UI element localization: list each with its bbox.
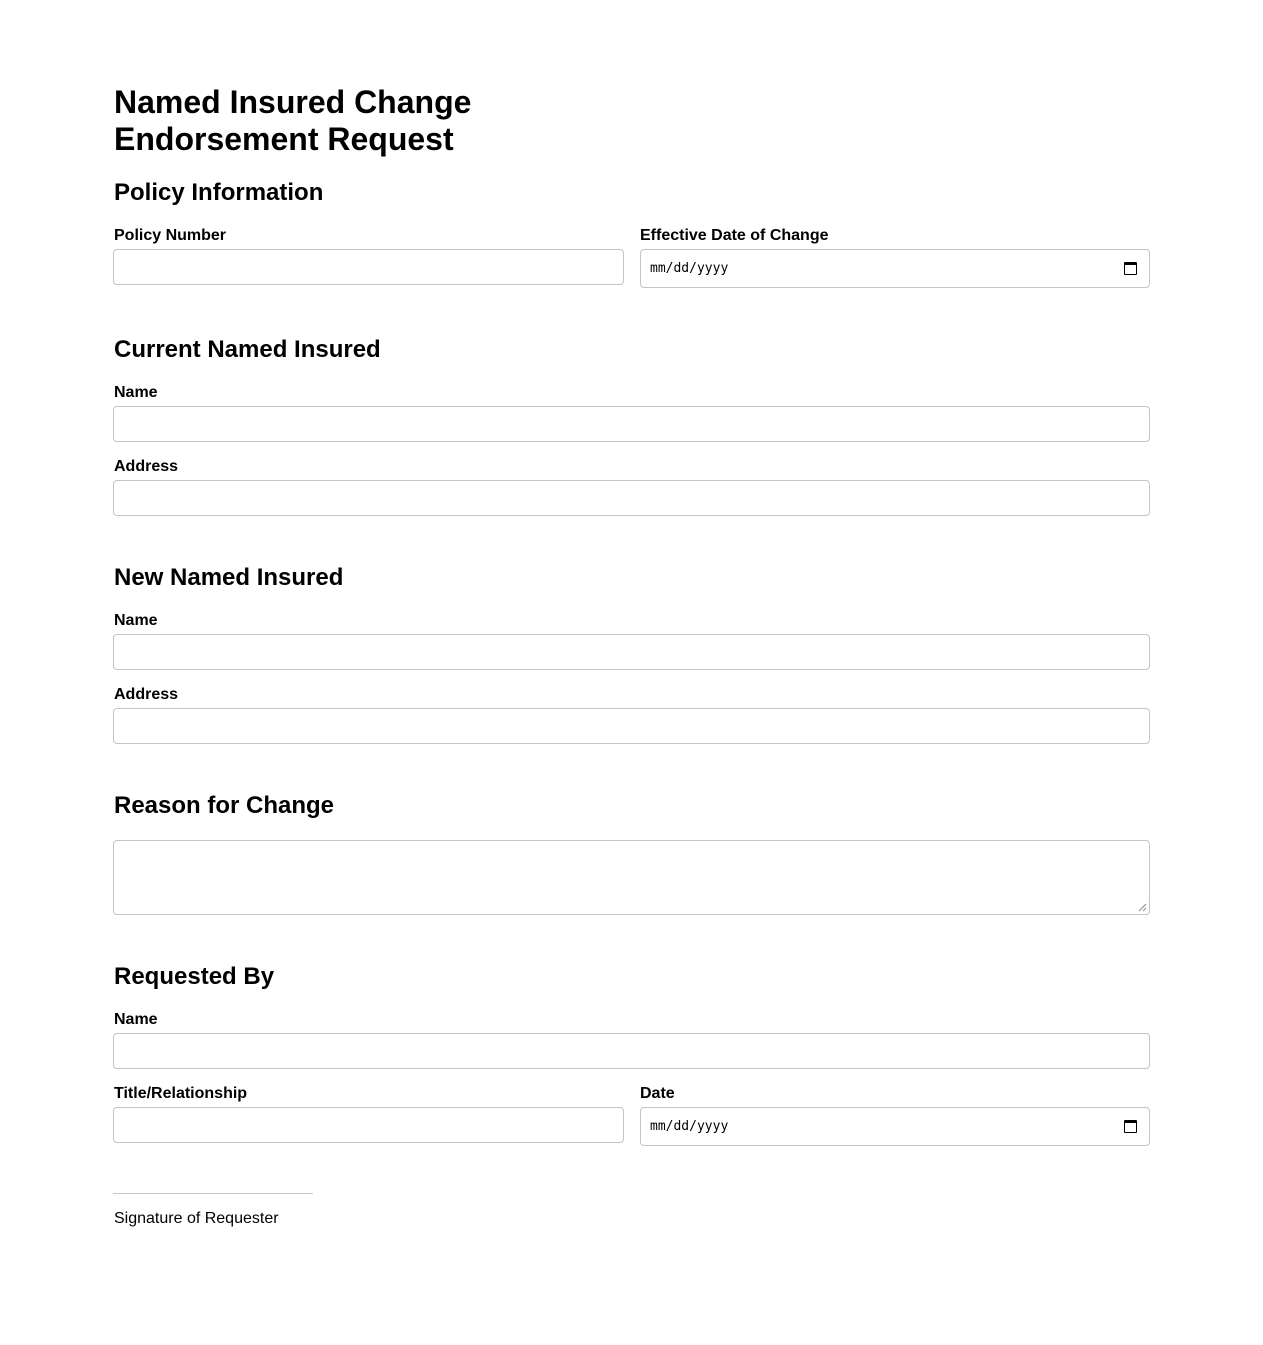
signature-label: Signature of Requester <box>114 1210 279 1227</box>
section-heading-policy-information: Policy Information <box>114 179 324 206</box>
reason-textarea[interactable] <box>113 840 1150 915</box>
requester-name-input[interactable] <box>113 1033 1150 1069</box>
section-heading-new-named-insured: New Named Insured <box>114 564 344 591</box>
effective-date-label: Effective Date of Change <box>640 227 829 244</box>
new-name-input[interactable] <box>113 634 1150 670</box>
current-name-label: Name <box>114 384 158 401</box>
request-date-label: Date <box>640 1085 675 1102</box>
resize-grip-icon[interactable] <box>1137 902 1147 912</box>
current-address-input[interactable] <box>113 480 1150 516</box>
new-name-label: Name <box>114 612 158 629</box>
section-heading-reason-for-change: Reason for Change <box>114 792 335 819</box>
page-title: Named Insured Change Endorsement Request <box>114 84 472 157</box>
section-heading-current-named-insured: Current Named Insured <box>114 336 381 363</box>
title-relationship-input[interactable] <box>113 1107 624 1143</box>
effective-date-input[interactable] <box>640 249 1150 288</box>
current-name-input[interactable] <box>113 406 1150 442</box>
section-heading-requested-by: Requested By <box>114 963 275 990</box>
new-address-label: Address <box>114 686 179 703</box>
effective-date-placeholder: mm/dd/yyyy <box>650 261 729 276</box>
policy-number-input[interactable] <box>113 249 624 285</box>
request-date-input[interactable] <box>640 1107 1150 1146</box>
requester-name-label: Name <box>114 1011 158 1028</box>
current-address-label: Address <box>114 458 179 475</box>
request-date-placeholder: mm/dd/yyyy <box>650 1119 729 1134</box>
title-relationship-label: Title/Relationship <box>114 1085 248 1102</box>
policy-number-label: Policy Number <box>114 227 227 244</box>
calendar-icon[interactable] <box>1124 1120 1137 1133</box>
calendar-icon[interactable] <box>1124 262 1137 275</box>
new-address-input[interactable] <box>113 708 1150 744</box>
signature-line <box>113 1193 313 1194</box>
